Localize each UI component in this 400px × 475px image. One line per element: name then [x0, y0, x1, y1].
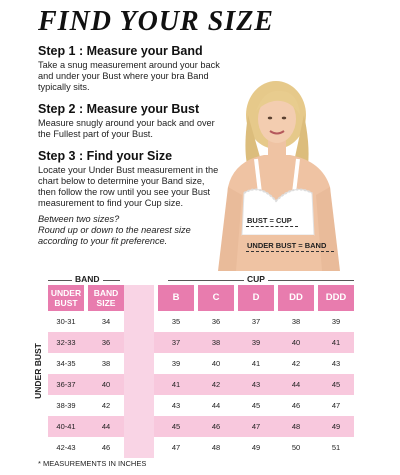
- gap-cell: [124, 416, 154, 437]
- cup-ddd-cell: 49: [331, 422, 341, 431]
- cup-c-cell: 44: [211, 401, 221, 410]
- gap-cell: [124, 374, 154, 395]
- gap-cell: [124, 332, 154, 353]
- cup-c-cell: 38: [211, 338, 221, 347]
- band-size-cell: 44: [101, 422, 111, 431]
- band-size-header-line1: BAND: [93, 288, 119, 298]
- underbust-line: [246, 251, 334, 252]
- step-1-text: Take a snug measurement around your back and under your Bust where your bra Band typically sits.: [38, 60, 220, 92]
- note-line-2: Round up or down to the nearest size: [38, 225, 191, 235]
- cup-ddd-cell: 51: [331, 443, 341, 452]
- cup-b-cell: 35: [171, 317, 181, 326]
- note-line-3: according to your fit preference.: [38, 236, 168, 246]
- gap-cell: [124, 395, 154, 416]
- cup-dd-cell: 46: [291, 401, 301, 410]
- cup-ddd-cell: 47: [331, 401, 341, 410]
- gap-cell: [124, 311, 154, 332]
- step-3-heading: Step 3 : Find your Size: [38, 149, 173, 163]
- band-size-cell: 40: [101, 380, 111, 389]
- cup-d-cell: 43: [251, 380, 261, 389]
- step-2-heading: Step 2 : Measure your Bust: [38, 102, 200, 116]
- cup-b-cell: 37: [171, 338, 181, 347]
- band-size-cell: 46: [101, 443, 111, 452]
- band-size-header: [88, 285, 124, 311]
- cup-c-cell: 48: [211, 443, 221, 452]
- gap-cell: [124, 353, 154, 374]
- cup-ddd-cell: 41: [331, 338, 341, 347]
- footnote: * MEASUREMENTS IN INCHES: [38, 459, 147, 468]
- cup-header-b: B: [158, 285, 194, 311]
- under-bust-header: [48, 285, 84, 311]
- cup-b-cell: 43: [171, 401, 181, 410]
- underbust-label: UNDER BUST = BAND: [247, 241, 327, 250]
- size-note: [38, 214, 220, 247]
- bust-line: [246, 226, 298, 227]
- cup-header-d: D: [238, 285, 274, 311]
- cup-header-c: C: [198, 285, 234, 311]
- cup-header-ddd: DDD: [318, 285, 354, 311]
- cup-b-cell: 45: [171, 422, 181, 431]
- cup-c-cell: 42: [211, 380, 221, 389]
- under-bust-cell: 38-39: [56, 401, 76, 410]
- cup-group-label: CUP: [244, 274, 268, 284]
- cup-d-cell: 49: [251, 443, 261, 452]
- cup-header-dd: DD: [278, 285, 314, 311]
- band-group-label: BAND: [72, 274, 103, 284]
- step-2-text: Measure snugly around your back and over the Fullest part of your Bust.: [38, 118, 215, 139]
- cup-b-cell: 41: [171, 380, 181, 389]
- cup-d-cell: 39: [251, 338, 261, 347]
- cup-c-cell: 46: [211, 422, 221, 431]
- band-size-cell: 36: [101, 338, 111, 347]
- cup-ddd-cell: 39: [331, 317, 341, 326]
- bust-label: BUST = CUP: [247, 216, 292, 225]
- under-bust-cell: 32-33: [56, 338, 76, 347]
- cup-c-cell: 40: [211, 359, 221, 368]
- steps-section: [38, 44, 220, 247]
- under-bust-cell: 36-37: [56, 380, 76, 389]
- page-title: FIND YOUR SIZE: [38, 6, 274, 37]
- cup-ddd-cell: 43: [331, 359, 341, 368]
- cup-b-cell: 39: [171, 359, 181, 368]
- step-3-text: Locate your Under Bust measurement in the chart below to determine your Band size, then follow the row until you see your Bust measurement to find your Cup size.: [38, 165, 219, 208]
- gap-cell: [124, 437, 154, 458]
- cup-c-cell: 36: [211, 317, 221, 326]
- gap-header: [124, 285, 154, 311]
- note-line-1: Between two sizes?: [38, 214, 120, 224]
- cup-d-cell: 41: [251, 359, 261, 368]
- cup-dd-cell: 50: [291, 443, 301, 452]
- under-bust-header-line1: UNDER: [50, 288, 82, 298]
- under-bust-header-line2: BUST: [54, 298, 78, 308]
- model-photo: [214, 75, 362, 271]
- cup-dd-cell: 48: [291, 422, 301, 431]
- cup-dd-cell: 44: [291, 380, 301, 389]
- cup-ddd-cell: 45: [331, 380, 341, 389]
- under-bust-cell: 40-41: [56, 422, 76, 431]
- band-size-header-line2: SIZE: [96, 298, 116, 308]
- band-size-cell: 42: [101, 401, 111, 410]
- under-bust-cell: 30-31: [56, 317, 76, 326]
- cup-d-cell: 37: [251, 317, 261, 326]
- band-size-cell: 34: [101, 317, 111, 326]
- under-bust-side-label: UNDER BUST: [33, 343, 43, 399]
- cup-dd-cell: 38: [291, 317, 301, 326]
- cup-d-cell: 47: [251, 422, 261, 431]
- band-size-cell: 38: [101, 359, 111, 368]
- cup-dd-cell: 42: [291, 359, 301, 368]
- cup-dd-cell: 40: [291, 338, 301, 347]
- cup-b-cell: 47: [171, 443, 181, 452]
- under-bust-cell: 42-43: [56, 443, 76, 452]
- under-bust-cell: 34-35: [56, 359, 76, 368]
- cup-d-cell: 45: [251, 401, 261, 410]
- step-1-heading: Step 1 : Measure your Band: [38, 44, 203, 58]
